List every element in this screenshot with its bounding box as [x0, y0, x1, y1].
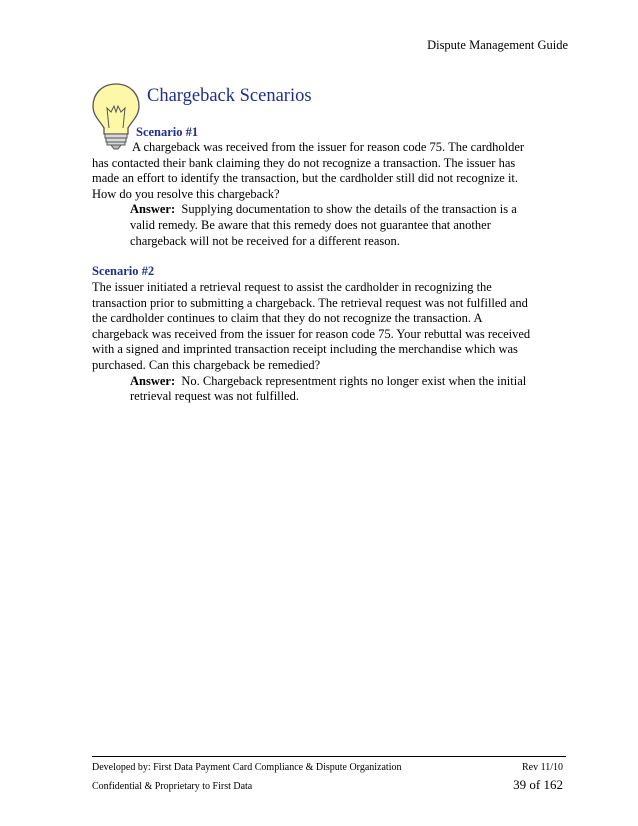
scenario2-line: The issuer initiated a retrieval request to assist the cardholder in recognizing the	[92, 280, 492, 294]
answer-line: valid remedy. Be aware that this remedy does not guarantee that another	[130, 217, 491, 232]
answer-line: retrieval request was not fulfilled.	[130, 389, 300, 404]
page-header: Dispute Management Guide	[427, 38, 568, 52]
scenario1-line: made an effort to identify the transaction, but the cardholder still did not recognize it.	[92, 171, 519, 186]
scenario2-line: with a signed and imprinted transaction receipt including the merchandise which was	[92, 342, 518, 357]
answer-line: No. Chargeback representment rights no longer exist when the initial	[181, 373, 527, 388]
scenario2-line: purchased. Can this chargeback be remedied?	[92, 357, 321, 372]
page-number: 39 of 162	[513, 777, 563, 792]
footer-divider	[92, 756, 566, 757]
answer-label: Answer:	[130, 202, 176, 217]
scenario1-answer	[92, 202, 552, 249]
scenario2-heading: Scenario #2	[92, 264, 155, 278]
section-title: Chargeback Scenarios	[147, 86, 312, 106]
scenario1-line: A chargeback was received from the issuer for reason code 75. The cardholder	[132, 140, 525, 154]
scenario2-body	[92, 280, 552, 405]
scenario2-answer	[92, 374, 552, 405]
answer-label: Answer:	[130, 373, 176, 388]
scenario2-line: the cardholder continues to claim that they do not recognize the transaction. A	[92, 311, 483, 326]
scenario1-line: How do you resolve this chargeback?	[92, 186, 280, 201]
footer-revision: Rev 11/10	[521, 762, 563, 773]
answer-line: chargeback will not be received for a different reason.	[130, 233, 400, 248]
footer-developed-by: Developed by: First Data Payment Card Compliance & Dispute Organization	[92, 762, 402, 773]
scenario2-line: chargeback was received from the issuer for reason code 75. Your rebuttal was received	[92, 326, 531, 341]
scenario1-line: has contacted their bank claiming they do not recognize a transaction. The issuer has	[92, 155, 516, 170]
footer-confidential: Confidential & Proprietary to First Data	[92, 781, 253, 792]
answer-line: Supplying documentation to show the details of the transaction is a	[181, 202, 517, 217]
scenario2-line: transaction prior to submitting a chargeback. The retrieval request was not fulfilled and	[92, 295, 528, 310]
scenario1-body	[92, 140, 552, 249]
scenario1-heading: Scenario #1	[136, 125, 199, 139]
